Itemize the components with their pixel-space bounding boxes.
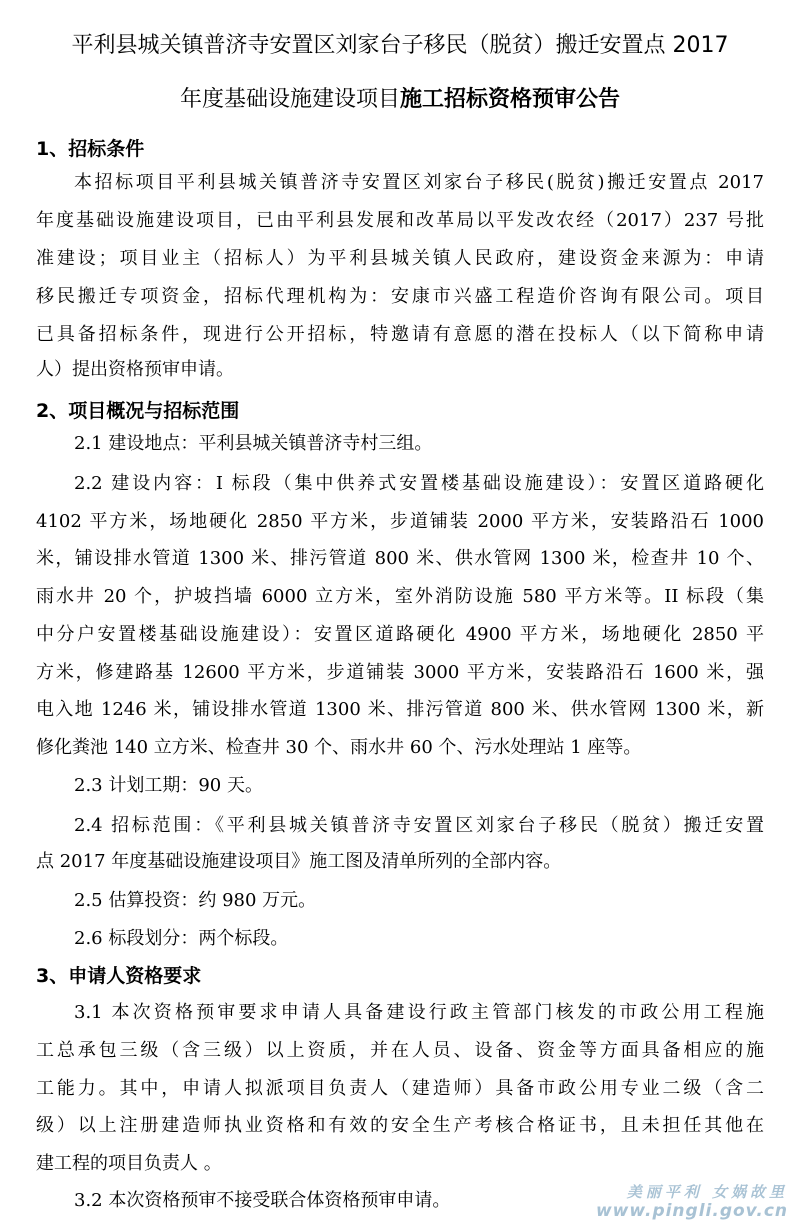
s1-line: 人）提出资格预审申请。 (36, 359, 234, 380)
item-2-4-line: 点 2017 年度基础设施建设项目》施工图及清单所列的全部内容。 (36, 851, 562, 872)
s1-line: 准建设；项目业主（招标人）为平利县城关镇人民政府，建设资金来源为：申请 (36, 248, 764, 269)
item-2-1: 2.1 建设地点：平利县城关镇普济寺村三组。 (74, 433, 433, 454)
item-2-2-line: 中分户安置楼基础设施建设）：安置区道路硬化 4900 平方米，场地硬化 2850 平 (36, 624, 764, 645)
item-2-3: 2.3 计划工期：90 天。 (74, 775, 263, 796)
item-2-2-line: 4102 平方米，场地硬化 2850 平方米，步道铺装 2000 平方米，安装路沿石 1000 (36, 511, 764, 532)
item-3-1-line: 建工程的项目负责人 。 (36, 1153, 222, 1174)
section-1-heading: 1、招标条件 (36, 138, 145, 160)
item-3-2: 3.2 本次资格预审不接受联合体资格预审申请。 (74, 1190, 451, 1211)
section-2-heading: 2、项目概况与招标范围 (36, 400, 240, 422)
item-3-1-line: 3.1 本次资格预审要求申请人具备建设行政主管部门核发的市政公用工程施 (74, 1002, 764, 1023)
title-line-1: 平利县城关镇普济寺安置区刘家台子移民（脱贫）搬迁安置点 2017 (71, 33, 729, 58)
s1-line: 本招标项目平利县城关镇普济寺安置区刘家台子移民(脱贫)搬迁安置点 2017 (74, 172, 764, 193)
section-3-heading: 3、申请人资格要求 (36, 965, 202, 987)
title-line-2 (0, 82, 800, 113)
item-2-2-line: 2.2 建设内容：I 标段（集中供养式安置楼基础设施建设）：安置区道路硬化 (74, 473, 764, 494)
item-2-2-line: 方米，修建路基 12600 平方米，步道铺装 3000 平方米，安装路沿石 1600 米，强 (36, 662, 764, 683)
item-2-2-line: 电入地 1246 米，铺设排水管道 1300 米、排污管道 800 米、供水管网 1300 米，新 (36, 699, 764, 720)
site-watermark (596, 1183, 788, 1221)
s1-line: 移民搬迁专项资金，招标代理机构为：安康市兴盛工程造价咨询有限公司。项目 (36, 286, 764, 307)
item-2-2-line: 米，铺设排水管道 1300 米、排污管道 800 米、供水管网 1300 米，检查井 10 个、 (36, 548, 764, 569)
item-3-1-line: 级）以上注册建造师执业资格和有效的安全生产考核合格证书，且未担任其他在 (36, 1115, 764, 1136)
item-2-2-line: 修化粪池 140 立方米、检查井 30 个、雨水井 60 个、污水处理站 1 座等。 (36, 737, 642, 758)
item-3-1-line: 工能力。其中，申请人拟派项目负责人（建造师）具备市政公用专业二级（含二 (36, 1078, 764, 1099)
s1-line: 已具备招标条件，现进行公开招标，特邀请有意愿的潜在投标人（以下简称申请 (36, 324, 764, 345)
item-2-2-line: 雨水井 20 个，护坡挡墙 6000 立方米，室外消防设施 580 平方米等。II 标段（集 (36, 586, 764, 607)
item-2-6: 2.6 标段划分：两个标段。 (74, 928, 289, 949)
title-line-2-regular: 年度基础设施建设项目 (179, 87, 400, 112)
watermark-url: www.pingli.gov.cn (595, 1201, 788, 1221)
s1-line: 年度基础设施建设项目，已由平利县发展和改革局以平发改农经（2017）237 号批 (36, 210, 764, 231)
item-3-1-line: 工总承包三级（含三级）以上资质，并在人员、设备、资金等方面具备相应的施 (36, 1040, 764, 1061)
item-2-4-line: 2.4 招标范围：《平利县城关镇普济寺安置区刘家台子移民（脱贫）搬迁安置 (74, 815, 764, 836)
watermark-slogan: 美丽平利 女娲故里 (626, 1183, 788, 1201)
title-line-2-bold: 施工招标资格预审公告 (400, 87, 621, 112)
item-2-5: 2.5 估算投资：约 980 万元。 (74, 890, 317, 911)
